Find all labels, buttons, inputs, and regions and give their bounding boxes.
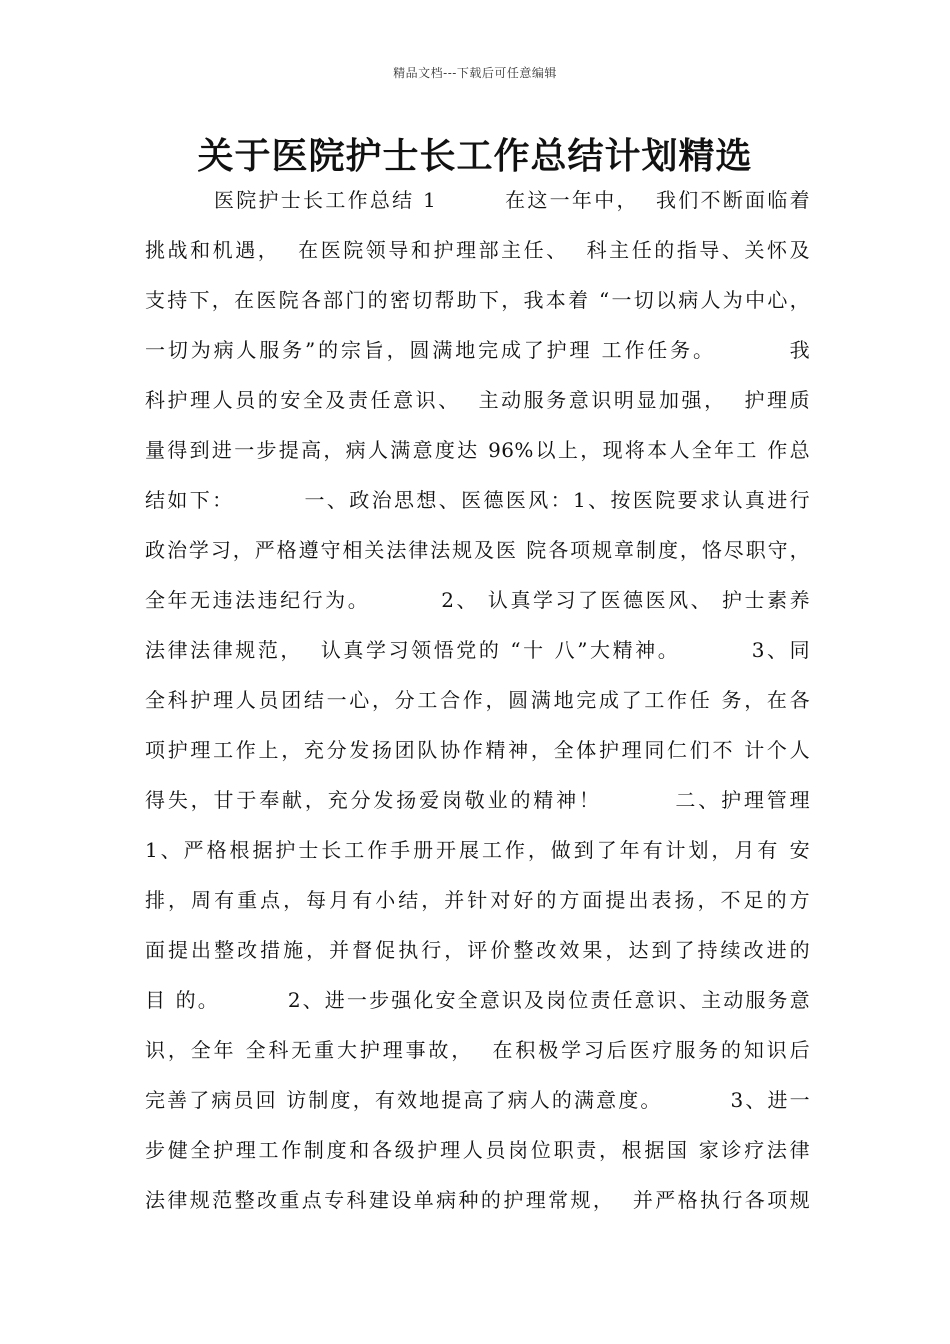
body-line: 全科护理人员团结一心，分工合作，圆满地完成了工作任 务，在各 xyxy=(145,688,810,712)
body-line: 排，周有重点，每月有小结，并针对好的方面提出表扬，不足的方 xyxy=(145,888,810,912)
body-line: 步健全护理工作制度和各级护理人员岗位职责，根据国 家诊疗法律 xyxy=(145,1138,810,1162)
body-line: 得失，甘于奉献，充分发扬爱岗敬业的精神！ 二、护理管理 xyxy=(145,788,810,812)
body-line: 法律法律规范， 认真学习领悟党的 “十 八”大精神。 3、同 xyxy=(145,638,810,662)
body-line: 法律规范整改重点专科建设单病种的护理常规， 并严格执行各项规 xyxy=(145,1188,810,1212)
body-line: 挑战和机遇， 在医院领导和护理部主任、 科主任的指导、关怀及 xyxy=(145,238,810,262)
body-line: 结如下： 一、政治思想、医德医风：1、按医院要求认真进行 xyxy=(145,488,810,512)
body-line: 一切为病人服务”的宗旨，圆满地完成了护理 工作任务。 我 xyxy=(145,338,810,362)
body-line: 1、严格根据护士长工作手册开展工作，做到了年有计划，月有 安 xyxy=(145,838,810,862)
body-line: 政治学习，严格遵守相关法律法规及医 院各项规章制度，恪尽职守， xyxy=(145,538,810,562)
body-line: 全年无违法违纪行为。 2、 认真学习了医德医风、 护士素养 xyxy=(145,588,810,612)
document-body xyxy=(145,180,810,1230)
page-title: 关于医院护士长工作总结计划精选 xyxy=(197,136,753,177)
body-line: 量得到进一步提高，病人满意度达 96%以上，现将本人全年工 作总 xyxy=(145,438,810,462)
body-line: 项护理工作上，充分发扬团队协作精神，全体护理同仁们不 计个人 xyxy=(145,738,810,762)
body-line: 完善了病员回 访制度，有效地提高了病人的满意度。 3、进一 xyxy=(145,1088,810,1112)
body-line: 科护理人员的安全及责任意识、 主动服务意识明显加强， 护理质 xyxy=(145,388,810,412)
body-line: 支持下，在医院各部门的密切帮助下，我本着 “一切以病人为中心， xyxy=(145,288,810,312)
body-line: 面提出整改措施，并督促执行，评价整改效果，达到了持续改进的 xyxy=(145,938,810,962)
header-note: 精品文档---下载后可任意编辑 xyxy=(393,66,557,80)
body-line: 识，全年 全科无重大护理事故， 在积极学习后医疗服务的知识后 xyxy=(145,1038,810,1062)
body-line: 医院护士长工作总结 1 在这一年中， 我们不断面临着 xyxy=(145,188,810,212)
body-line: 目 的。 2、进一步强化安全意识及岗位责任意识、主动服务意 xyxy=(145,988,810,1012)
